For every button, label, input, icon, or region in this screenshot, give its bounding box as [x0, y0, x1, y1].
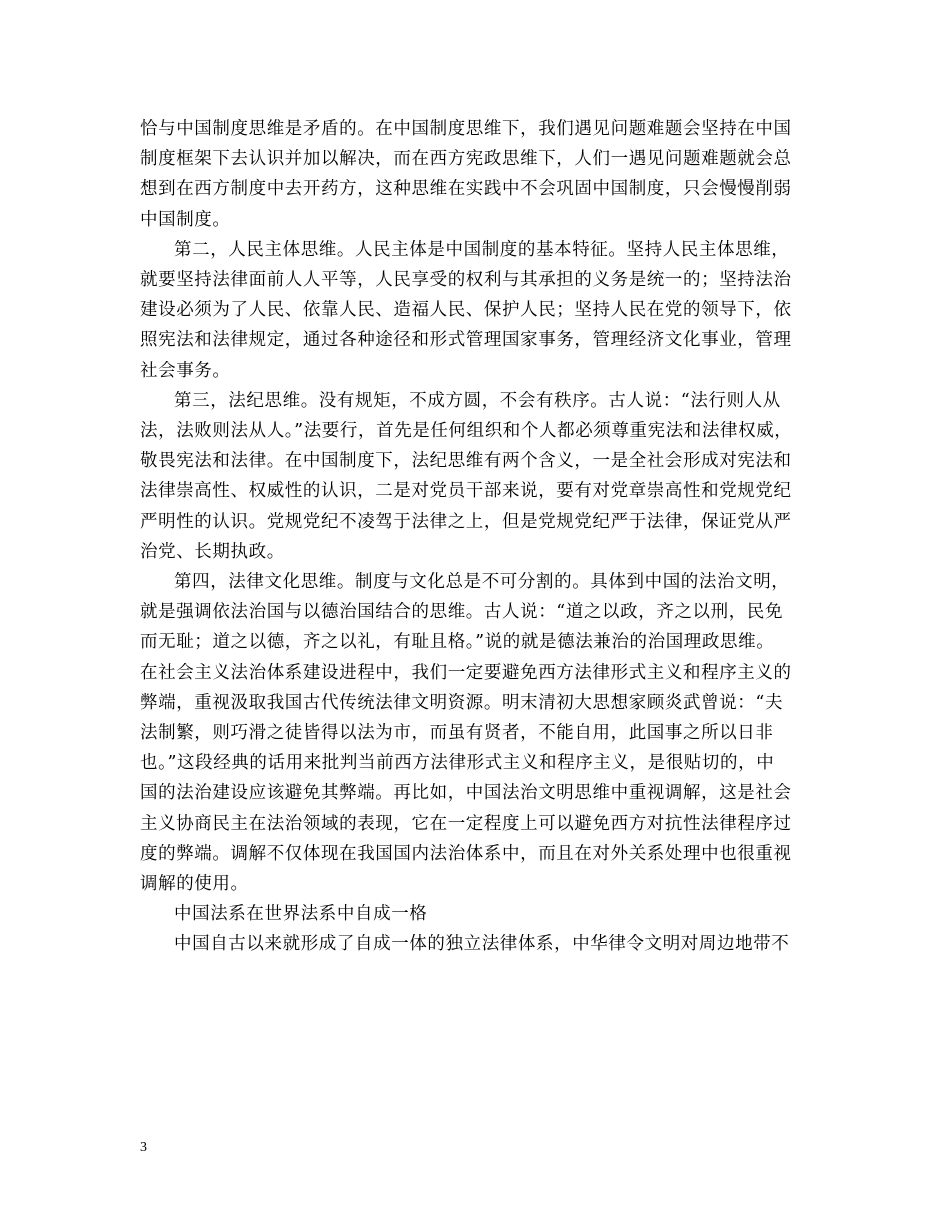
text-line: 也。”这段经典的话用来批判当前西方法律形式主义和程序主义，是很贴切的，中 — [140, 753, 775, 774]
text-line: 弊端，重视汲取我国古代传统法律文明资源。明末清初大思想家顾炎武曾说：“夫 — [140, 692, 784, 713]
text-line: 主义协商民主在法治领域的表现，它在一定程度上可以避免西方对抗性法律程序过 — [140, 813, 792, 834]
text-line: 调解的使用。 — [140, 874, 249, 895]
paragraph — [140, 114, 840, 235]
text-line: 法，法败则法从人。”法要行，首先是任何组织和个人都必须尊重宪法和法律权威， — [140, 421, 793, 442]
page-number: 3 — [140, 1140, 147, 1155]
text-line: 中国制度。 — [140, 209, 231, 230]
document-body — [140, 114, 840, 960]
text-line: 第三，法纪思维。没有规矩，不成方圆，不会有秩序。古人说：“法行则人从 — [174, 390, 781, 411]
text-line: 制度框架下去认识并加以解决，而在西方宪政思维下，人们一遇见问题难题就会总 — [140, 149, 792, 170]
text-line: 治党、长期执政。 — [140, 541, 285, 562]
text-line: 法律崇高性、权威性的认识，二是对党员干部来说，要有对党章崇高性和党规党纪 — [140, 481, 792, 502]
text-line: 法制繁，则巧滑之徒皆得以法为市，而虽有贤者，不能自用，此国事之所以日非 — [140, 723, 774, 744]
paragraph — [140, 235, 840, 386]
paragraph — [140, 567, 840, 899]
text-line: 在社会主义法治体系建设进程中，我们一定要避免西方法律形式主义和程序主义的 — [140, 662, 792, 683]
text-line: 就要坚持法律面前人人平等，人民享受的权利与其承担的义务是统一的；坚持法治 — [140, 270, 792, 291]
text-line: 第二，人民主体思维。人民主体是中国制度的基本特征。坚持人民主体思维， — [174, 239, 790, 260]
text-line: 社会事务。 — [140, 360, 231, 381]
text-line: 想到在西方制度中去开药方，这种思维在实践中不会巩固中国制度，只会慢慢削弱 — [140, 179, 792, 200]
section-heading — [140, 899, 840, 929]
text-line: 照宪法和法律规定，通过各种途径和形式管理国家事务，管理经济文化事业，管理 — [140, 330, 792, 351]
text-line: 而无耻；道之以德，齐之以礼，有耻且格。”说的就是德法兼治的治国理政思维。 — [140, 632, 775, 653]
text-line: 中国自古以来就形成了自成一体的独立法律体系，中华律令文明对周边地带不 — [174, 934, 790, 955]
text-line: 就是强调依法治国与以德治国结合的思维。古人说：“道之以政，齐之以刑，民免 — [140, 602, 784, 623]
text-line: 敬畏宪法和法律。在中国制度下，法纪思维有两个含义，一是全社会形成对宪法和 — [140, 451, 792, 472]
text-line: 严明性的认识。党规党纪不凌驾于法律之上，但是党规党纪严于法律，保证党从严 — [140, 511, 792, 532]
paragraph — [140, 386, 840, 567]
text-line: 国的法治建设应该避免其弊端。再比如，中国法治文明思维中重视调解，这是社会 — [140, 783, 792, 804]
text-line: 第四，法律文化思维。制度与文化总是不可分割的。具体到中国的法治文明， — [174, 572, 790, 593]
text-line: 恰与中国制度思维是矛盾的。在中国制度思维下，我们遇见问题难题会坚持在中国 — [140, 119, 792, 139]
text-line: 度的弊端。调解不仅体现在我国国内法治体系中，而且在对外关系处理中也很重视 — [140, 843, 792, 864]
paragraph — [140, 929, 840, 959]
text-line: 中国法系在世界法系中自成一格 — [174, 904, 428, 925]
text-line: 建设必须为了人民、依靠人民、造福人民、保护人民；坚持人民在党的领导下，依 — [140, 300, 792, 321]
